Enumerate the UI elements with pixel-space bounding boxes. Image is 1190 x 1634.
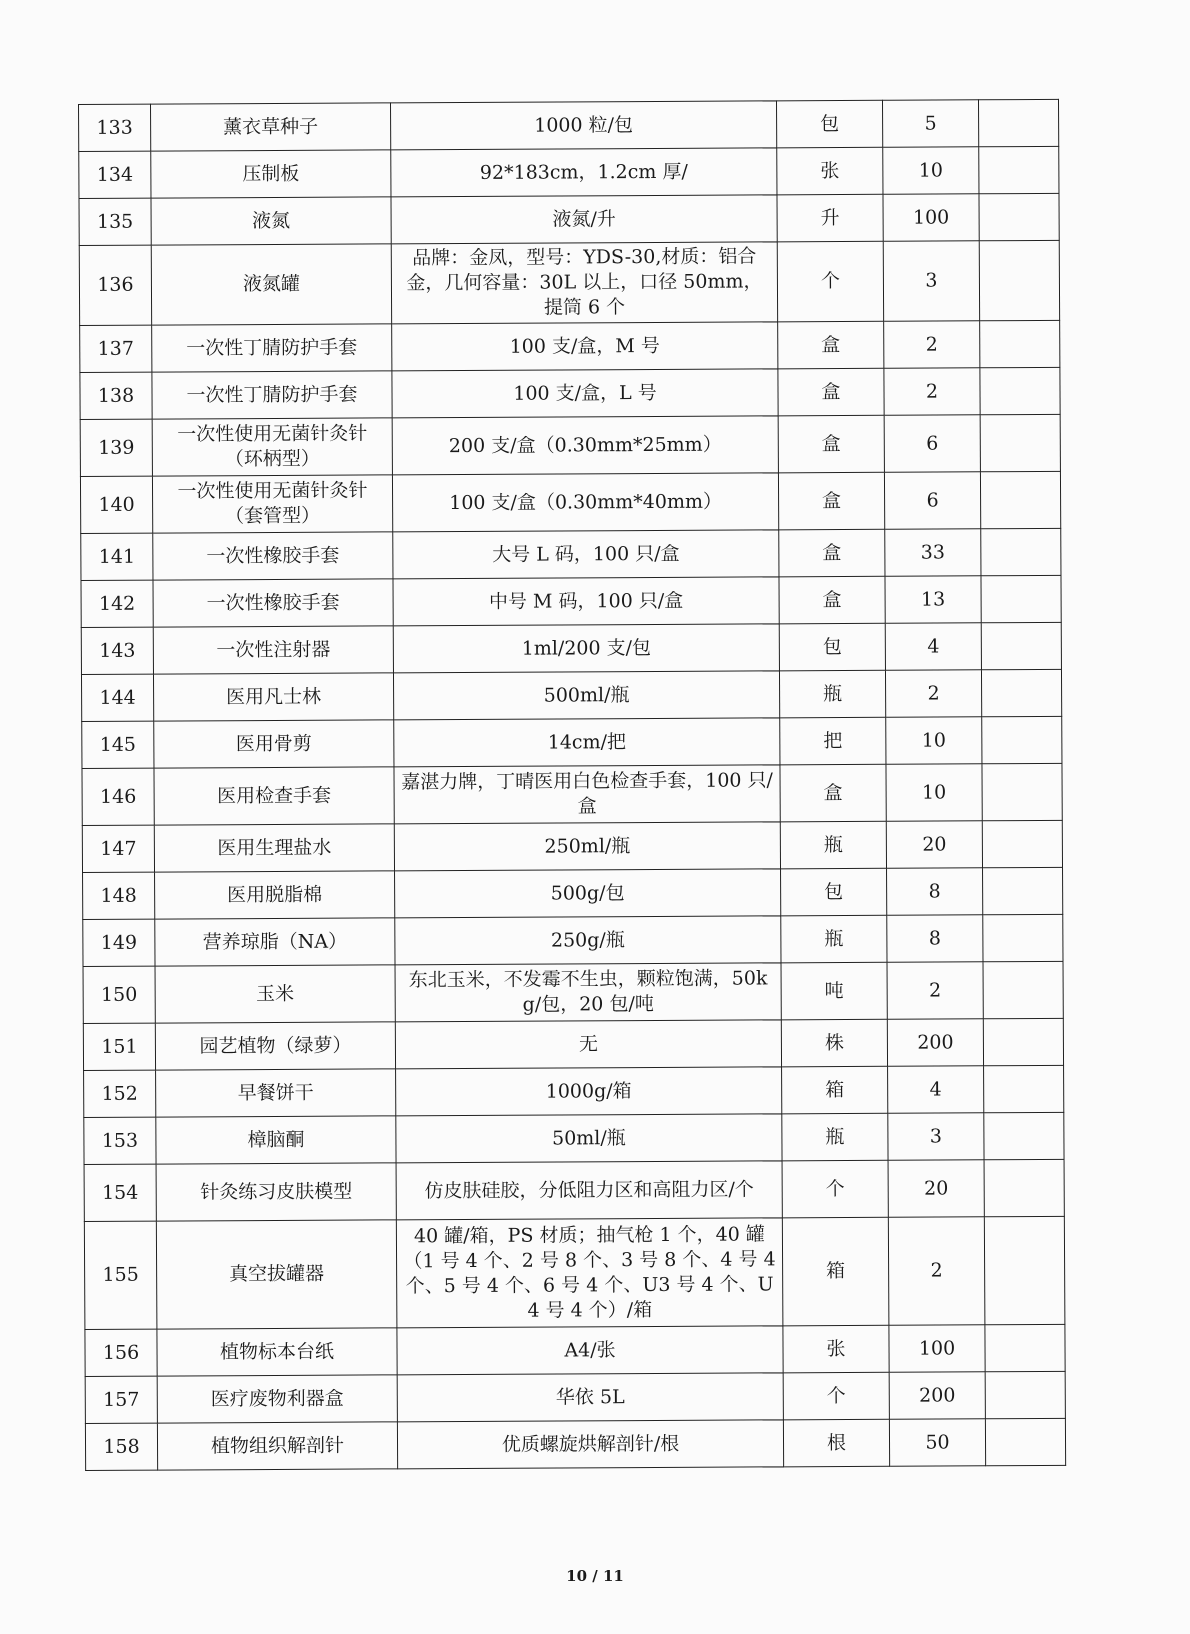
table-row (83, 1018, 1063, 1070)
item-quantity: 200 (887, 1019, 983, 1067)
item-unit: 盒 (778, 368, 884, 416)
remark-cell (985, 1324, 1065, 1371)
table-row (85, 1371, 1065, 1423)
item-name: 一次性橡胶手套 (153, 532, 393, 580)
item-quantity: 2 (884, 368, 980, 416)
item-spec: 大号 L 码，100 只/盒 (393, 530, 779, 579)
item-quantity: 3 (888, 1113, 984, 1161)
item-name: 植物组织解剖针 (157, 1422, 397, 1470)
item-spec: 250ml/瓶 (394, 822, 780, 871)
item-quantity: 100 (883, 194, 979, 242)
table-row (84, 1159, 1064, 1221)
row-number: 142 (81, 580, 153, 627)
item-name: 真空拔罐器 (156, 1220, 397, 1329)
item-unit: 个 (782, 1160, 888, 1218)
item-spec: 中号 M 码，100 只/盒 (393, 577, 779, 626)
row-number: 135 (79, 198, 151, 245)
item-name: 玉米 (155, 965, 395, 1023)
item-spec: 250g/瓶 (395, 916, 781, 965)
remark-cell (981, 669, 1061, 716)
item-quantity: 100 (889, 1325, 985, 1373)
remark-cell (984, 1065, 1064, 1112)
row-number: 139 (80, 419, 152, 476)
item-name: 医用检查手套 (154, 767, 394, 825)
remark-cell (979, 240, 1059, 320)
item-name: 植物标本台纸 (157, 1328, 397, 1376)
item-name: 樟脑酮 (156, 1116, 396, 1164)
item-unit: 把 (780, 717, 886, 765)
item-spec: 华依 5L (397, 1373, 783, 1422)
item-spec: 1000 粒/包 (390, 101, 776, 150)
item-unit: 箱 (782, 1066, 888, 1114)
item-name: 液氮罐 (151, 244, 391, 325)
item-name: 一次性使用无菌针灸针（环柄型） (152, 418, 392, 476)
table-row (79, 240, 1059, 325)
remark-cell (982, 820, 1062, 867)
row-number: 158 (85, 1423, 157, 1470)
items-table-body (79, 99, 1066, 1470)
item-unit: 升 (777, 194, 883, 242)
item-spec: 优质螺旋烘解剖针/根 (397, 1420, 783, 1469)
table-row (81, 622, 1061, 674)
item-spec: 50ml/瓶 (396, 1114, 782, 1163)
item-spec: 14cm/把 (394, 718, 780, 767)
row-number: 133 (79, 104, 151, 151)
item-spec: 40 罐/箱，PS 材质；抽气枪 1 个，40 罐（1 号 4 个、2 号 8 个、3 号 8 个、4 号 4 个、5 号 4 个、6 号 4 个、U3 号 4 个、U4 号 4 个）/箱 (396, 1218, 783, 1328)
table-row (82, 763, 1062, 825)
item-name: 一次性丁腈防护手套 (152, 324, 392, 372)
item-quantity: 10 (883, 147, 979, 195)
item-quantity: 4 (885, 623, 981, 671)
table-row (81, 528, 1061, 580)
item-unit: 盒 (778, 321, 884, 369)
row-number: 147 (82, 825, 154, 872)
item-name: 医用骨剪 (154, 720, 394, 768)
table-row (79, 99, 1059, 151)
item-unit: 箱 (782, 1217, 889, 1326)
table-row (82, 820, 1062, 872)
item-name: 液氮 (151, 197, 391, 245)
remark-cell (980, 367, 1060, 414)
remark-cell (983, 961, 1063, 1018)
item-quantity: 10 (886, 764, 982, 822)
item-quantity: 8 (887, 868, 983, 916)
item-name: 薰衣草种子 (151, 103, 391, 151)
item-name: 一次性橡胶手套 (153, 579, 393, 627)
table-row (79, 146, 1059, 198)
item-unit: 盒 (778, 472, 884, 530)
remark-cell (985, 1418, 1065, 1465)
item-quantity: 8 (887, 915, 983, 963)
item-spec: 无 (395, 1020, 781, 1069)
table-row (85, 1418, 1065, 1470)
item-name: 压制板 (151, 150, 391, 198)
row-number: 145 (82, 721, 154, 768)
item-quantity: 2 (885, 670, 981, 718)
item-quantity: 13 (885, 576, 981, 624)
remark-cell (983, 914, 1063, 961)
row-number: 141 (81, 533, 153, 580)
item-spec: 500ml/瓶 (393, 671, 779, 720)
table-row (80, 414, 1060, 476)
item-spec: 嘉湛力牌，丁晴医用白色检查手套，100 只/盒 (394, 765, 780, 824)
remark-cell (979, 193, 1059, 240)
remark-cell (978, 99, 1058, 146)
item-unit: 瓶 (782, 1113, 888, 1161)
table-row (82, 716, 1062, 768)
item-quantity: 2 (887, 962, 983, 1020)
table-row (84, 1216, 1065, 1329)
remark-cell (980, 320, 1060, 367)
remark-cell (982, 763, 1062, 820)
row-number: 155 (84, 1221, 157, 1329)
row-number: 148 (83, 872, 155, 919)
remark-cell (984, 1112, 1064, 1159)
item-unit: 瓶 (779, 670, 885, 718)
item-spec: 东北玉米，不发霉不生虫，颗粒饱满，50kg/包，20 包/吨 (395, 963, 781, 1022)
item-quantity: 200 (889, 1372, 985, 1420)
item-quantity: 6 (884, 472, 980, 530)
row-number: 136 (79, 245, 151, 325)
table-row (84, 1112, 1064, 1164)
item-spec: 100 支/盒（0.30mm*40mm） (392, 473, 778, 532)
remark-cell (982, 716, 1062, 763)
item-name: 医疗废物利器盒 (157, 1375, 397, 1423)
item-quantity: 4 (888, 1066, 984, 1114)
item-name: 早餐饼干 (156, 1069, 396, 1117)
remark-cell (980, 414, 1060, 471)
item-name: 医用凡士林 (153, 673, 393, 721)
table-row (79, 193, 1059, 245)
row-number: 149 (83, 919, 155, 966)
item-name: 营养琼脂（NA） (155, 918, 395, 966)
item-unit: 包 (779, 623, 885, 671)
item-quantity: 50 (889, 1419, 985, 1467)
row-number: 138 (80, 372, 152, 419)
row-number: 152 (84, 1070, 156, 1117)
item-quantity: 3 (883, 241, 979, 322)
table-row (85, 1324, 1065, 1376)
row-number: 154 (84, 1164, 156, 1221)
item-quantity: 20 (888, 1160, 984, 1218)
table-row (81, 575, 1061, 627)
item-spec: 100 支/盒，L 号 (392, 369, 778, 418)
item-name: 园艺植物（绿萝） (155, 1022, 395, 1070)
remark-cell (983, 1018, 1063, 1065)
item-quantity: 10 (886, 717, 982, 765)
item-quantity: 6 (884, 415, 980, 473)
item-unit: 个 (783, 1372, 889, 1420)
row-number: 144 (81, 674, 153, 721)
item-spec: 100 支/盒，M 号 (392, 322, 778, 371)
table-row (80, 471, 1060, 533)
row-number: 137 (80, 325, 152, 372)
table-row (83, 867, 1063, 919)
row-number: 150 (83, 966, 155, 1023)
item-quantity: 5 (882, 100, 978, 148)
item-unit: 盒 (778, 415, 884, 473)
table-row (84, 1065, 1064, 1117)
item-unit: 张 (777, 147, 883, 195)
table-row (81, 669, 1061, 721)
remark-cell (981, 575, 1061, 622)
item-quantity: 33 (885, 529, 981, 577)
item-name: 一次性丁腈防护手套 (152, 371, 392, 419)
item-unit: 张 (783, 1325, 889, 1373)
item-unit: 盒 (779, 576, 885, 624)
row-number: 140 (80, 476, 152, 533)
table-row (80, 320, 1060, 372)
remark-cell (983, 867, 1063, 914)
item-unit: 株 (781, 1019, 887, 1067)
item-unit: 瓶 (781, 915, 887, 963)
remark-cell (979, 146, 1059, 193)
remark-cell (981, 528, 1061, 575)
table-row (83, 914, 1063, 966)
item-spec: 仿皮肤硅胶，分低阻力区和高阻力区/个 (396, 1161, 782, 1220)
remark-cell (984, 1159, 1064, 1216)
items-table (78, 99, 1066, 1471)
item-spec: 1ml/200 支/包 (393, 624, 779, 673)
item-quantity: 20 (886, 821, 982, 869)
row-number: 146 (82, 768, 154, 825)
item-spec: 92*183cm，1.2cm 厚/ (391, 148, 777, 197)
item-name: 医用生理盐水 (154, 824, 394, 872)
remark-cell (984, 1216, 1065, 1324)
table-row (83, 961, 1063, 1023)
row-number: 157 (85, 1376, 157, 1423)
item-spec: 1000g/箱 (396, 1067, 782, 1116)
item-unit: 瓶 (780, 821, 886, 869)
row-number: 134 (79, 151, 151, 198)
item-name: 一次性使用无菌针灸针（套管型） (152, 475, 392, 533)
item-unit: 吨 (781, 962, 887, 1020)
remark-cell (981, 622, 1061, 669)
item-spec: A4/张 (397, 1326, 783, 1375)
item-unit: 根 (783, 1419, 889, 1467)
item-spec: 500g/包 (395, 869, 781, 918)
item-quantity: 2 (884, 321, 980, 369)
row-number: 153 (84, 1117, 156, 1164)
item-quantity: 2 (888, 1217, 985, 1326)
item-name: 针灸练习皮肤模型 (156, 1163, 396, 1221)
item-unit: 包 (776, 100, 882, 148)
page-number: 10 / 11 (566, 1567, 624, 1585)
table-row (80, 367, 1060, 419)
item-name: 一次性注射器 (153, 626, 393, 674)
item-unit: 个 (777, 241, 883, 322)
row-number: 151 (83, 1023, 155, 1070)
item-name: 医用脱脂棉 (155, 871, 395, 919)
remark-cell (980, 471, 1060, 528)
item-spec: 品牌：金凤，型号：YDS-30,材质：铝合金，几何容量：30L 以上，口径 50mm，提筒 6 个 (391, 242, 777, 324)
item-unit: 盒 (779, 529, 885, 577)
row-number: 143 (81, 627, 153, 674)
item-unit: 盒 (780, 764, 886, 822)
item-spec: 200 支/盒（0.30mm*25mm） (392, 416, 778, 475)
item-unit: 包 (781, 868, 887, 916)
item-spec: 液氮/升 (391, 195, 777, 244)
remark-cell (985, 1371, 1065, 1418)
row-number: 156 (85, 1329, 157, 1376)
